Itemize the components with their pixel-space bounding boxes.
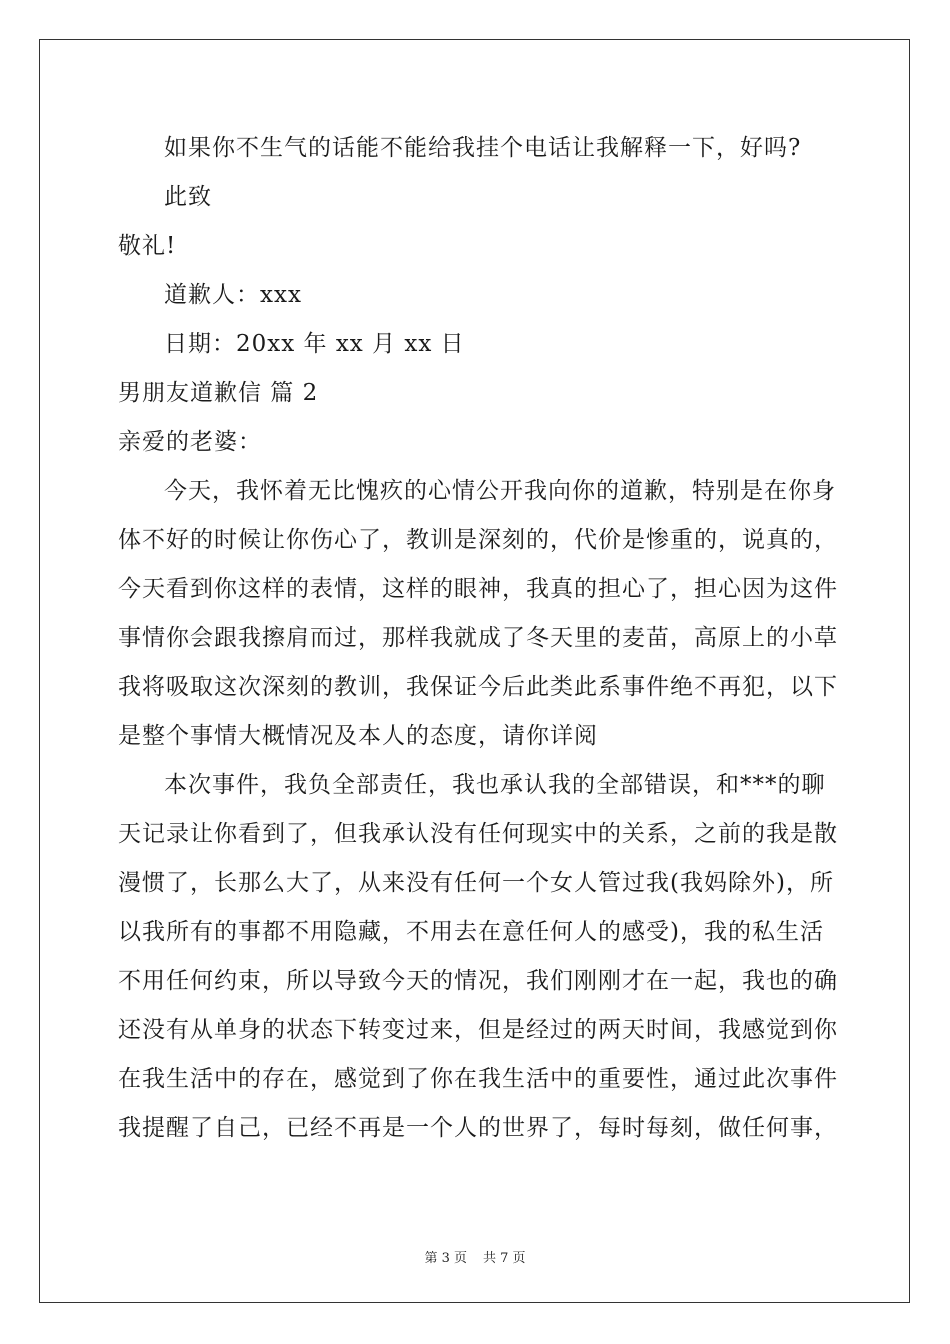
paragraph-line: 今天，我怀着无比愧疚的心情公开我向你的道歉，特别是在你身 [164,478,836,504]
closing-salutation: 敬礼! [118,233,177,259]
paragraph-line: 天记录让你看到了，但我承认没有任何现实中的关系，之前的我是散 [118,821,838,847]
paragraph-line: 还没有从单身的状态下转变过来，但是经过的两天时间，我感觉到你 [118,1017,838,1043]
paragraph-line: 本次事件，我负全部责任，我也承认我的全部错误，和***的聊 [164,772,826,798]
paragraph-line: 我将吸取这次深刻的教训，我保证今后此类此系事件绝不再犯，以下 [118,674,838,700]
paragraph-line: 是整个事情大概情况及本人的态度，请你详阅 [118,723,598,749]
page-number: 第 3 页 [424,1251,467,1266]
page-total: 共 7 页 [483,1251,526,1266]
page-footer [0,1247,950,1266]
paragraph-line: 不用任何约束，所以导致今天的情况，我们刚刚才在一起，我也的确 [118,968,838,994]
date-line: 日期：20xx 年 xx 月 xx 日 [164,331,465,357]
paragraph-line: 事情你会跟我擦肩而过，那样我就成了冬天里的麦苗，高原上的小草 [118,625,838,651]
paragraph-line: 今天看到你这样的表情，这样的眼神，我真的担心了，担心因为这件 [118,576,838,602]
section-heading: 男朋友道歉信 篇 2 [118,380,319,406]
closing-line: 此致 [164,184,212,210]
signer-line: 道歉人：xxx [164,282,302,308]
greeting-line: 亲爱的老婆： [118,429,262,455]
paragraph-line: 如果你不生气的话能不能给我挂个电话让我解释一下，好吗? [164,135,802,161]
paragraph-line: 在我生活中的存在，感觉到了你在我生活中的重要性，通过此次事件 [118,1066,838,1092]
paragraph-line: 体不好的时候让你伤心了，教训是深刻的，代价是惨重的，说真的， [118,527,838,553]
document-body [118,124,836,1153]
paragraph-line: 以我所有的事都不用隐藏，不用去在意任何人的感受)，我的私生活 [118,919,824,945]
paragraph-line: 漫惯了，长那么大了，从来没有任何一个女人管过我(我妈除外)，所 [118,870,834,896]
paragraph-line: 我提醒了自己，已经不再是一个人的世界了，每时每刻，做任何事， [118,1115,838,1141]
